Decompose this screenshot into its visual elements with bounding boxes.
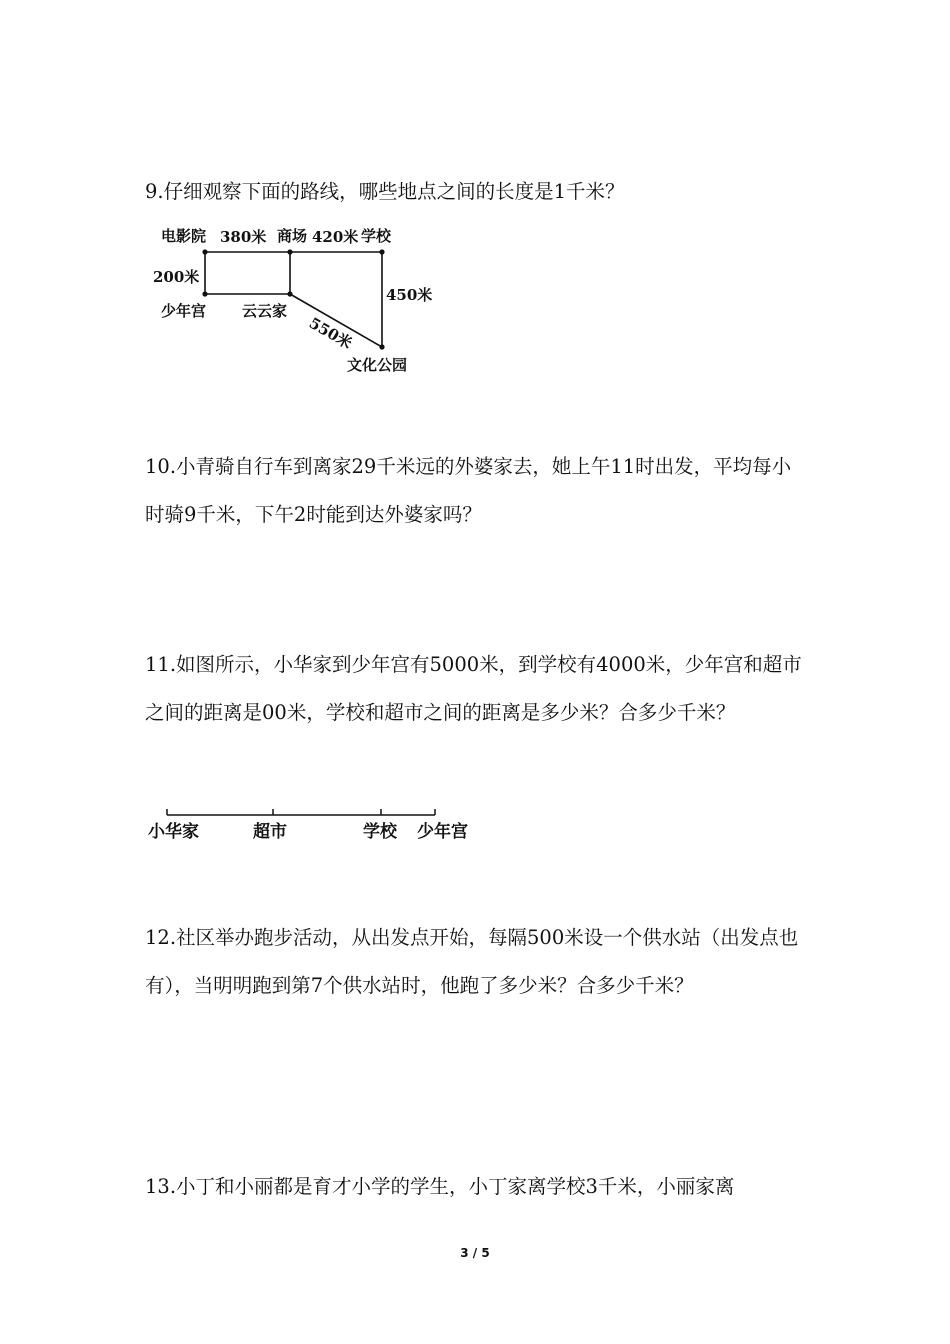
label-dist-school-park: 450米: [386, 286, 433, 304]
label-school: 学校: [361, 227, 392, 245]
label-mall: 商场: [277, 227, 308, 245]
line-map-figure: [145, 805, 490, 847]
page-number: 3 / 5: [460, 1246, 490, 1260]
label-yunyun-home: 云云家: [242, 302, 288, 320]
question-13: 13.小丁和小丽都是育才小学的学生，小丁家离学校3千米，小丽家离: [145, 1175, 735, 1198]
line-map-svg: [145, 805, 490, 847]
label-dist-cinema-youth: 200米: [153, 268, 200, 286]
label-dist-yunyun-park: 550米: [306, 313, 356, 353]
label-youth-palace-2: 少年宫: [417, 822, 468, 842]
label-supermarket: 超市: [253, 822, 287, 842]
mall-point: [287, 249, 292, 254]
question-11: 11.如图所示，小华家到少年宫有5000米，到学校有4000米，少年宫和超市之间的距离是00米，学校和超市之间的距离是多少米？合多少千米？: [145, 653, 802, 724]
youth-palace-point: [202, 291, 207, 296]
label-dist-cinema-mall: 380米: [220, 228, 267, 246]
yunyun-home-point: [287, 291, 292, 296]
route-map-svg: [150, 222, 450, 382]
park-point: [379, 344, 384, 349]
question-10: 10.小青骑自行车到离家29千米远的外婆家去，她上午11时出发，平均每小时骑9千米，下午2时能到达外婆家吗？: [145, 455, 792, 526]
label-park: 文化公园: [347, 356, 408, 374]
label-xiaohua-home: 小华家: [148, 822, 199, 842]
label-school-2: 学校: [363, 822, 397, 842]
question-9: 9.仔细观察下面的路线，哪些地点之间的长度是1千米？: [145, 180, 625, 203]
label-dist-mall-school: 420米: [312, 228, 359, 246]
question-12: 12.社区举办跑步活动，从出发点开始，每隔500米设一个供水站（出发点也有），当明明跑到第7个供水站时，他跑了多少米？合多少千米？: [145, 926, 799, 997]
route-map-figure: [150, 222, 450, 382]
school-point: [379, 249, 384, 254]
cinema-point: [202, 249, 207, 254]
label-youth-palace: 少年宫: [161, 302, 207, 320]
label-cinema: 电影院: [161, 227, 207, 245]
